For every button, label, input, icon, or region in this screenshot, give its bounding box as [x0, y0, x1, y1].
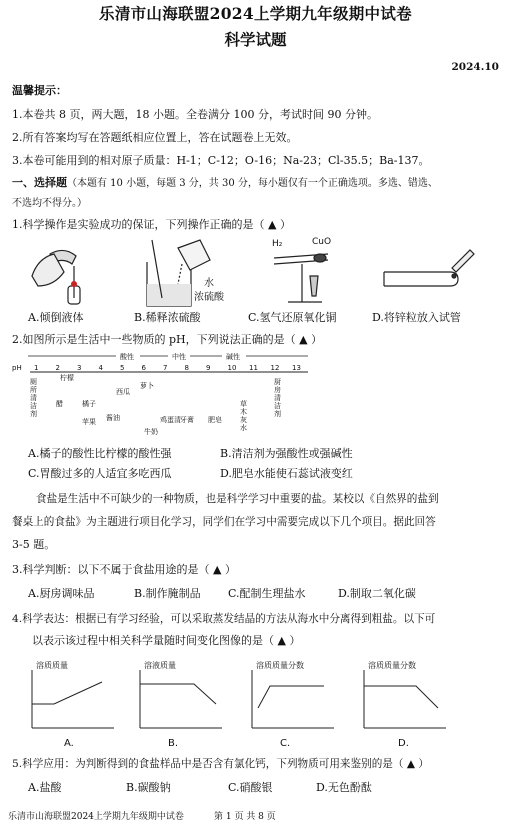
graph-c-ylabel: 溶质质量分数	[256, 661, 304, 670]
ph-item-label: 西瓜	[116, 388, 130, 396]
section-note: （本题有 10 小题，每题 3 分，共 30 分，每小题仅有一个正确选项。多选、错选、	[67, 178, 438, 189]
ph-item-label: 醋	[56, 400, 63, 408]
exam-title: 乐清市山海联盟2024上学期九年级期中试卷	[99, 4, 412, 23]
q5-option-b[interactable]: B.碳酸钠	[126, 781, 171, 794]
ph-tick-label: 1	[34, 364, 39, 372]
q5-option-a[interactable]: A.盐酸	[28, 781, 62, 794]
q2-stem: 2.如图所示是生活中一些物质的 pH，下列说法正确的是（ ▲ ）	[12, 333, 323, 346]
ph-item-label: 剂	[274, 410, 281, 418]
q1-option-d[interactable]: D.将锌粒放入试管	[372, 311, 461, 324]
tip-item: 2.所有答案均写在答题纸相应位置上，答在试题卷上无效。	[12, 131, 298, 144]
section-heading: 一、选择题	[12, 176, 67, 189]
q1-figures	[12, 236, 502, 308]
ph-tick-label: 5	[120, 364, 125, 372]
ph-item-label: 厨	[274, 378, 281, 386]
q2-option-b[interactable]: B.清洁剂为强酸性或强碱性	[220, 447, 353, 460]
q4-graphs	[18, 658, 498, 752]
exam-date: 2024.10	[451, 61, 499, 73]
base-label: 碱性	[226, 353, 240, 361]
exam-subtitle: 科学试题	[224, 30, 287, 49]
graph-a-ylabel: 溶质质量	[36, 661, 68, 670]
section-heading-line	[12, 176, 438, 191]
ph-item-label: 苹果	[82, 418, 96, 426]
q1-option-c[interactable]: C.氢气还原氧化铜	[248, 311, 337, 324]
ph-tick-label: 13	[292, 364, 301, 372]
q5-option-d[interactable]: D.无色酚酞	[316, 781, 372, 794]
ph-item-label: 牛奶	[144, 428, 158, 436]
graph-c-option: C.	[280, 738, 291, 749]
ph-tick-label: 8	[184, 364, 189, 372]
cuo-label: CuO	[312, 237, 332, 247]
q3-option-c[interactable]: C.配制生理盐水	[228, 587, 306, 600]
h2-label: H₂	[272, 239, 283, 249]
q1-option-b[interactable]: B.稀释浓硫酸	[134, 311, 201, 324]
ph-item-label: 柠檬	[60, 374, 74, 382]
ph-item-label: 木	[240, 408, 247, 416]
passage-line: 3-5 题。	[12, 538, 56, 551]
graph-b	[140, 660, 222, 749]
ph-item-label: 酱油	[106, 414, 120, 422]
graph-c	[252, 660, 334, 749]
ph-tick-label: 4	[98, 364, 103, 372]
ph-tick-label: 2	[55, 364, 60, 372]
q4-stem-line1: 4.科学表达：根据已有学习经验，可以采取蒸发结晶的方法从海水中分离得到粗盐。以下可	[12, 613, 436, 625]
ph-label: pH	[12, 364, 22, 372]
graph-d-ylabel: 溶质质量分数	[368, 661, 416, 670]
q1-option-a[interactable]: A.倾倒液体	[28, 311, 84, 324]
ph-tick-label: 9	[206, 364, 211, 372]
ph-tick-label: 11	[249, 364, 258, 372]
q3-option-b[interactable]: B.制作腌制品	[134, 587, 201, 600]
ph-item-label: 剂	[30, 410, 37, 418]
footer-page: 第 1 页 共 8 页	[214, 812, 276, 822]
ph-item-label: 洁	[30, 402, 37, 410]
acid-label: 酸性	[120, 353, 134, 361]
tip-item: 3.本卷可能用到的相对原子质量：H-1；C-12；O-16；Na-23；Cl-35.5；Ba-137。	[12, 154, 430, 167]
tip-item: 1.本卷共 8 页，两大题，18 小题。全卷满分 100 分，考试时间 90 分钟。	[12, 108, 378, 121]
q3-option-a[interactable]: A.厨房调味品	[28, 587, 95, 600]
ph-item-label: 清	[30, 394, 37, 402]
q3-stem: 3.科学判断：以下不属于食盐用途的是（ ▲ ）	[12, 563, 236, 576]
ph-item-label: 水	[240, 424, 247, 432]
q5-stem: 5.科学应用：为判断得到的食盐样品中是否含有氯化钙，下列物质可用来鉴别的是（ ▲ ）	[12, 758, 429, 770]
ph-tick-label: 10	[227, 364, 237, 372]
ph-item-label: 萝卜	[140, 382, 154, 390]
section-note-2: 不选均不得分。）	[12, 198, 87, 209]
ph-scale-figure	[12, 350, 312, 442]
q3-option-d[interactable]: D.制取二氧化碳	[338, 587, 416, 600]
acid-label: 浓硫酸	[194, 292, 224, 303]
water-label: 水	[204, 278, 214, 289]
ph-item-label: 草	[240, 400, 247, 408]
hydrogen-reduction-figure	[272, 237, 331, 302]
q5-option-c[interactable]: C.硝酸银	[228, 781, 273, 794]
tips-heading: 温馨提示：	[12, 84, 67, 97]
q1-stem: 1.科学操作是实验成功的保证，下列操作正确的是（ ▲ ）	[12, 218, 291, 231]
ph-item-label: 肥皂	[208, 416, 222, 424]
ph-item-label: 所	[30, 386, 37, 394]
q2-option-c[interactable]: C.胃酸过多的人适宜多吃西瓜	[28, 467, 172, 480]
ph-item-label: 清	[274, 394, 281, 402]
ph-item-label: 鸡蛋清	[160, 416, 181, 424]
footer-left: 乐清市山海联盟2024上学期九年级期中试卷	[8, 812, 184, 822]
ph-tick-label: 7	[163, 364, 168, 372]
graph-d	[364, 660, 446, 749]
ph-item-label: 牙膏	[180, 416, 194, 424]
q4-stem-line2: 以表示该过程中相关科学量随时间变化图像的是（ ▲ ）	[32, 634, 301, 647]
graph-b-option: B.	[168, 738, 179, 749]
dilute-acid-figure	[147, 240, 225, 306]
graph-a	[32, 660, 114, 749]
pour-liquid-figure	[32, 250, 80, 304]
graph-d-option: D.	[398, 738, 409, 749]
graph-a-option: A.	[64, 738, 74, 749]
ph-tick-label: 12	[270, 364, 280, 372]
graph-b-ylabel: 溶液质量	[144, 661, 176, 670]
ph-item-label: 橘子	[82, 400, 96, 408]
zinc-tube-figure	[384, 250, 474, 286]
ph-tick-label: 3	[77, 364, 82, 372]
q2-option-d[interactable]: D.肥皂水能使石蕊试液变红	[220, 467, 353, 480]
ph-item-label: 厕	[30, 378, 37, 386]
neutral-label: 中性	[172, 353, 186, 361]
q2-option-a[interactable]: A.橘子的酸性比柠檬的酸性强	[28, 447, 172, 460]
ph-tick-label: 6	[141, 364, 146, 372]
ph-item-label: 房	[274, 386, 281, 394]
ph-item-label: 洁	[274, 402, 281, 410]
ph-item-label: 灰	[240, 416, 247, 424]
passage-line: 食盐是生活中不可缺少的一种物质，也是科学学习中重要的盐。某校以《自然界的盐到	[36, 493, 439, 505]
passage-line: 餐桌上的食盐》为主题进行项目化学习，同学们在学习中需要完成以下几个项目。据此回答	[12, 516, 436, 528]
